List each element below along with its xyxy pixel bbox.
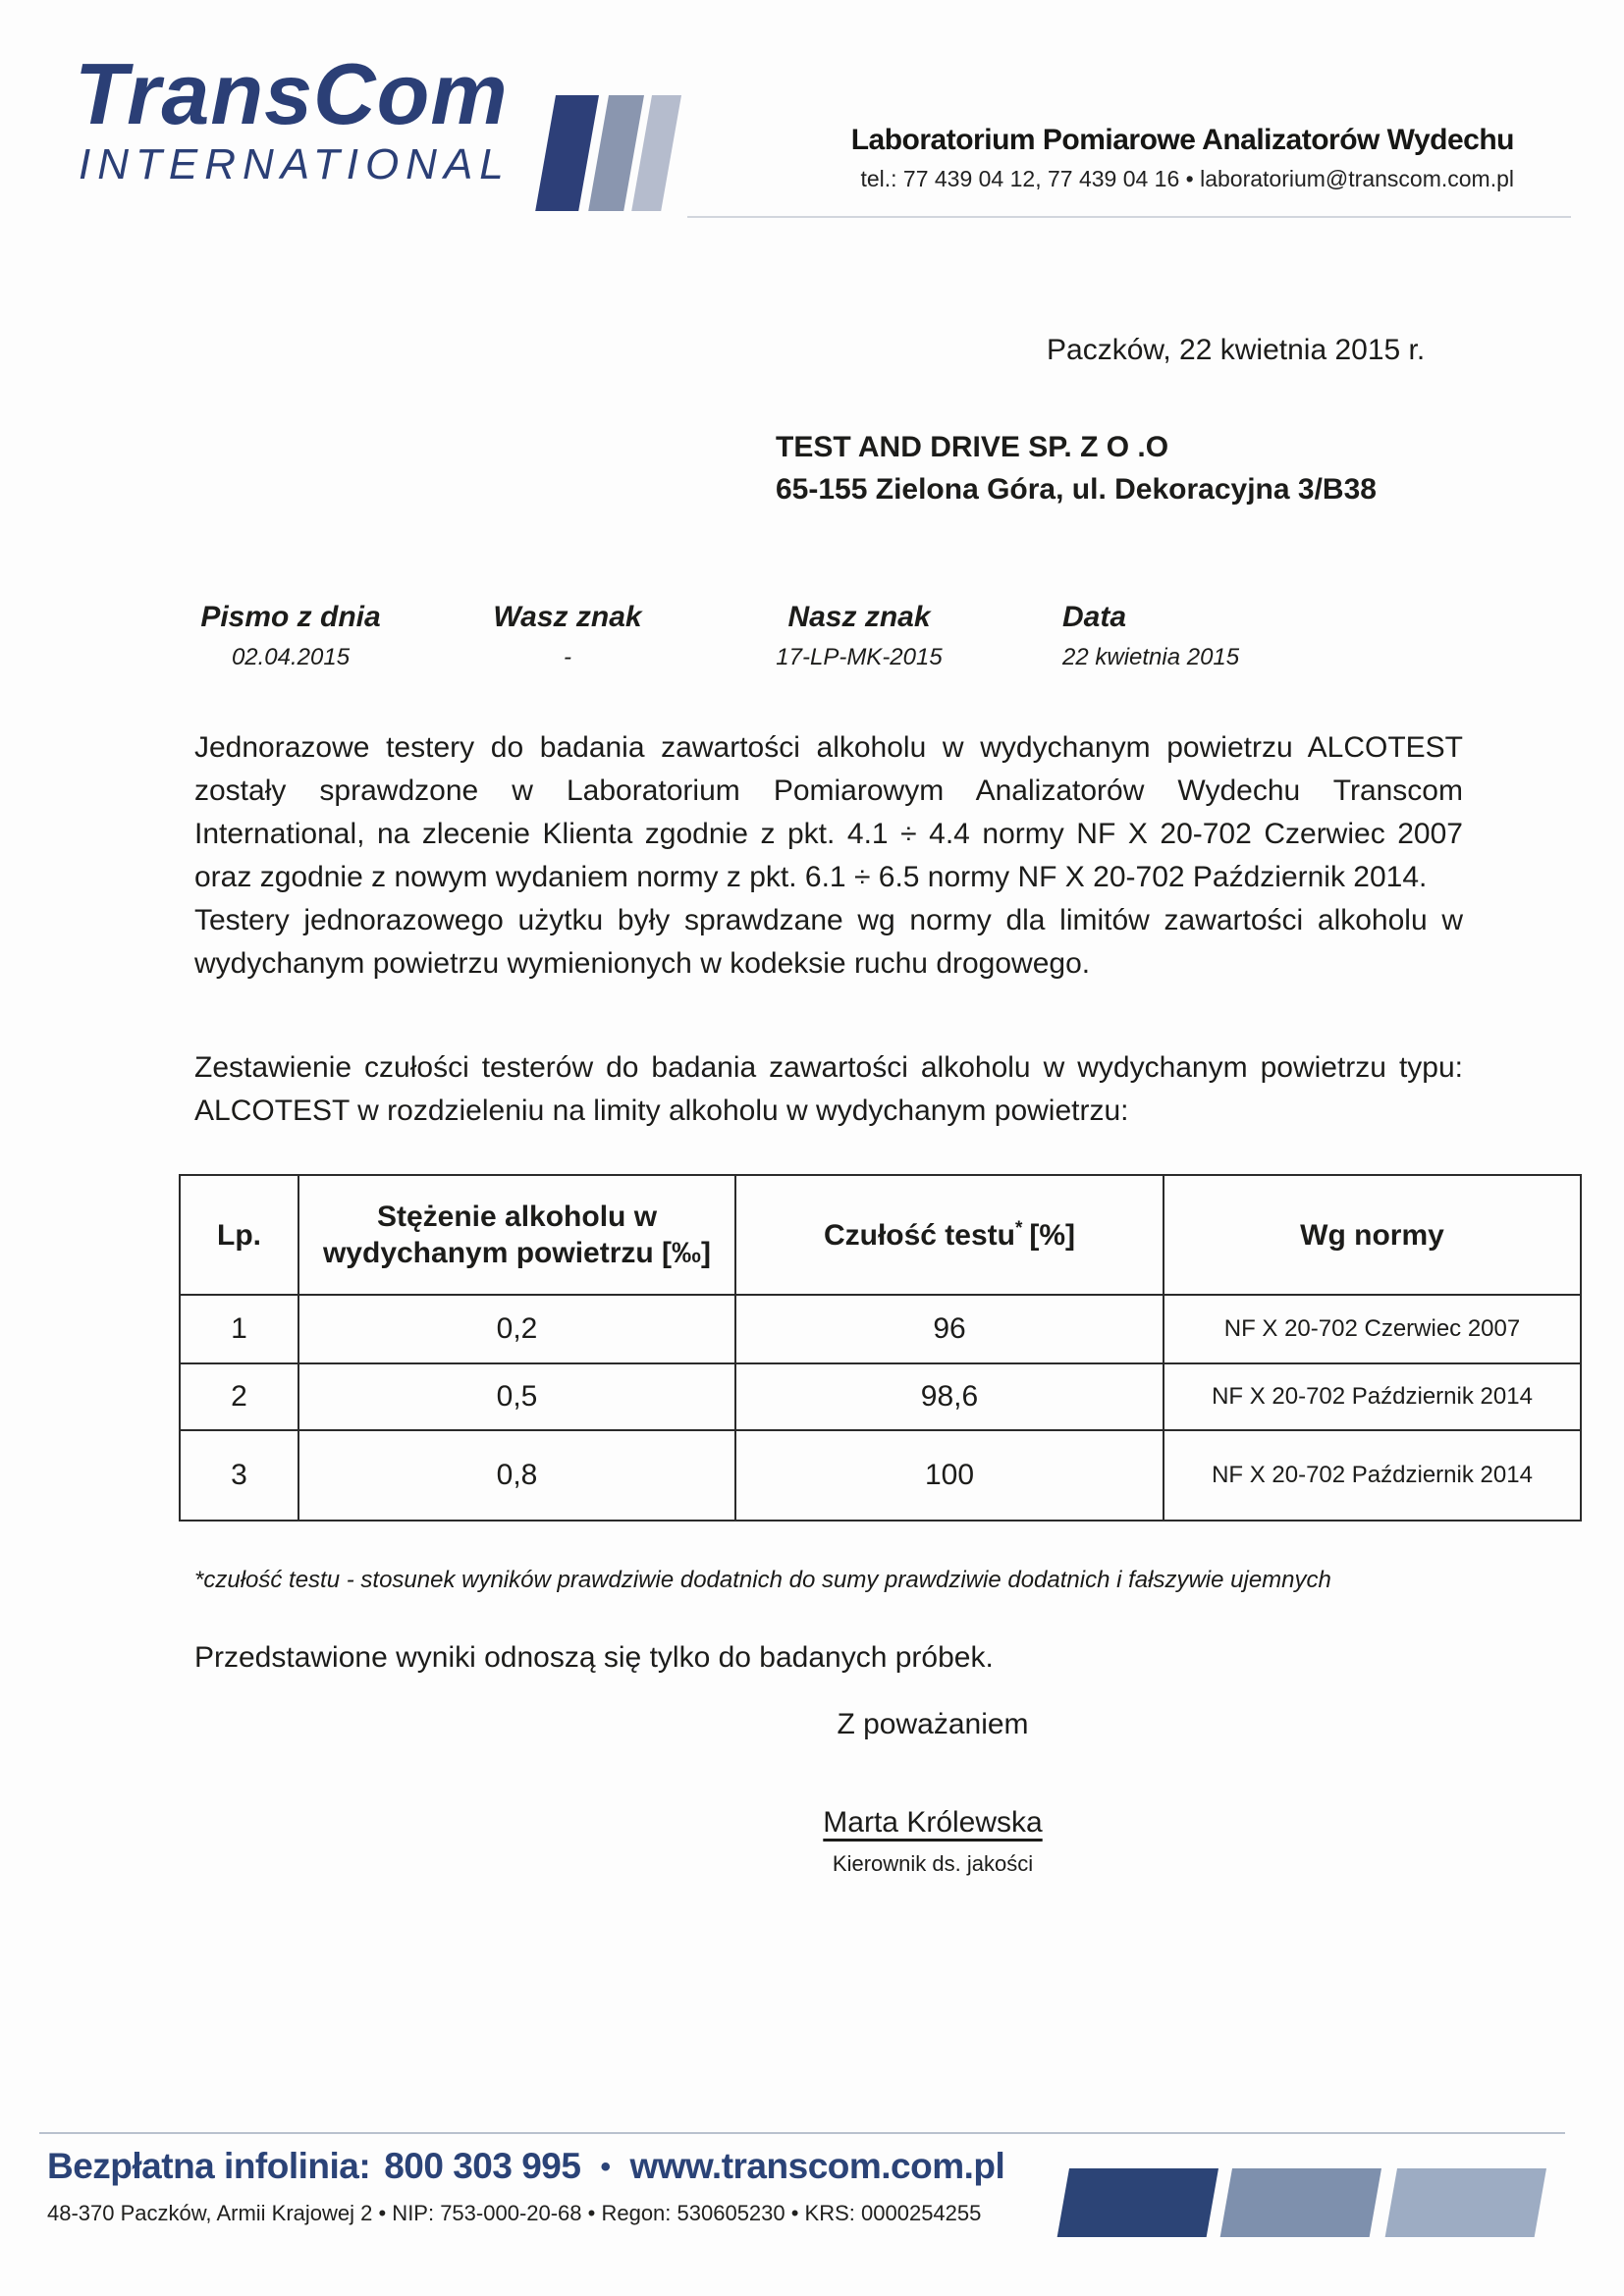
signature-block — [823, 1708, 1042, 1877]
cell-sensitivity: 96 — [735, 1295, 1164, 1363]
cell-concentration: 0,5 — [298, 1363, 735, 1430]
ref-label: Pismo z dnia — [200, 601, 381, 633]
footer-company-details: 48-370 Paczków, Armii Krajowej 2 • NIP: 753-000-20-68 • Regon: 530605230 • KRS: 0000254255 — [47, 2201, 982, 2225]
footer-stripe-light — [1385, 2168, 1546, 2237]
closing-salutation: Z poważaniem — [837, 1708, 1029, 1740]
sensitivity-label: Czułość testu — [823, 1218, 1015, 1252]
table-header-row — [180, 1175, 1581, 1295]
signer-title: Kierownik ds. jakości — [832, 1851, 1034, 1876]
sensitivity-unit: [%] — [1029, 1218, 1076, 1252]
recipient-address: 65-155 Zielona Góra, ul. Dekoracyjna 3/B38 — [776, 473, 1377, 506]
letterhead-right — [851, 124, 1514, 192]
col-header-lp: Lp. — [180, 1175, 298, 1295]
recipient-name: TEST AND DRIVE SP. Z O .O — [776, 431, 1169, 463]
footer-stripe-dark — [1057, 2168, 1218, 2237]
logo-subtitle: INTERNATIONAL — [79, 140, 511, 188]
ref-col-nasz-znak — [751, 601, 967, 671]
ref-value: 02.04.2015 — [231, 644, 351, 670]
logo-brand: TransCom — [75, 45, 509, 142]
ref-label: Wasz znak — [493, 601, 642, 633]
results-table — [179, 1174, 1582, 1522]
ref-label: Data — [1062, 601, 1127, 633]
cell-concentration: 0,2 — [298, 1295, 735, 1363]
paragraph-3: Zestawienie czułości testerów do badania zawartości alkoholu w wydychanym powietrzu typu: ALCOTEST w rozdzieleniu na limity alkoholu w wydychanym powietrzu: — [194, 1051, 1463, 1127]
header-divider — [687, 216, 1571, 218]
signer-name: Marta Królewska — [823, 1806, 1043, 1839]
cell-norm: NF X 20-702 Październik 2014 — [1164, 1430, 1581, 1521]
table-row — [180, 1363, 1581, 1430]
table-row — [180, 1430, 1581, 1521]
ref-label: Nasz znak — [787, 601, 931, 633]
ref-col-data — [1062, 601, 1357, 671]
body-paragraphs — [194, 726, 1463, 986]
ref-value: 22 kwietnia 2015 — [1062, 644, 1240, 670]
cell-lp: 1 — [180, 1295, 298, 1363]
cell-lp: 2 — [180, 1363, 298, 1430]
ref-value: - — [564, 644, 571, 670]
table-intro-paragraph — [194, 1046, 1463, 1133]
ref-value: 17-LP-MK-2015 — [776, 644, 943, 670]
recipient-block — [776, 426, 1377, 510]
cell-concentration: 0,8 — [298, 1430, 735, 1521]
ref-col-pismo — [187, 601, 395, 671]
ref-col-wasz-znak — [460, 601, 676, 671]
sensitivity-asterisk: * — [1014, 1217, 1023, 1239]
cell-lp: 3 — [180, 1430, 298, 1521]
paragraph-1: Jednorazowe testery do badania zawartości alkoholu w wydychanym powietrzu ALCOTEST zostały sprawdzone w Laboratorium Pomiarowym Analizatorów Wydechu Transcom International, na zlecenie Klienta zgodnie z pkt. 4.1 ÷ 4.4 normy NF X 20-702 Czerwiec 2007 oraz zgodnie z nowym wydaniem normy z pkt. 6.1 ÷ 6.5 normy NF X 20-702 Październik 2014. — [194, 731, 1463, 893]
table-row — [180, 1295, 1581, 1363]
cell-norm: NF X 20-702 Czerwiec 2007 — [1164, 1295, 1581, 1363]
cell-sensitivity: 98,6 — [735, 1363, 1164, 1430]
lab-title: Laboratorium Pomiarowe Analizatorów Wydechu — [850, 124, 1514, 156]
paragraph-2: Testery jednorazowego użytku były sprawdzane wg normy dla limitów zawartości alkoholu w wydychanym powietrzu wymienionych w kodeksie ruchu drogowego. — [194, 904, 1463, 980]
table-footnote: *czułość testu - stosunek wyników prawdziwie dodatnich do sumy prawdziwie dodatnich i fałszywie ujemnych — [194, 1567, 1331, 1593]
col-header-norm: Wg normy — [1164, 1175, 1581, 1295]
footer-infoline — [47, 2146, 1004, 2187]
infoline-label: Bezpłatna infolinia: — [47, 2146, 371, 2186]
lab-contact-line: tel.: 77 439 04 12, 77 439 04 16 • laboratorium@transcom.com.pl — [860, 166, 1514, 191]
logo-stripe-dark — [535, 95, 599, 211]
footer-website: www.transcom.com.pl — [629, 2146, 1005, 2186]
infoline-phone: 800 303 995 — [384, 2146, 581, 2186]
col-header-concentration: Stężenie alkoholu w wydychanym powietrzu [‰] — [298, 1175, 735, 1295]
col-header-sensitivity — [735, 1175, 1164, 1295]
footer-stripe-mid — [1220, 2168, 1381, 2237]
results-note: Przedstawione wyniki odnoszą się tylko do badanych próbek. — [194, 1641, 994, 1674]
footer-bullet: • — [600, 2151, 611, 2183]
dateline: Paczków, 22 kwietnia 2015 r. — [1047, 334, 1426, 366]
cell-sensitivity: 100 — [735, 1430, 1164, 1521]
footer-divider — [39, 2132, 1565, 2134]
cell-norm: NF X 20-702 Październik 2014 — [1164, 1363, 1581, 1430]
